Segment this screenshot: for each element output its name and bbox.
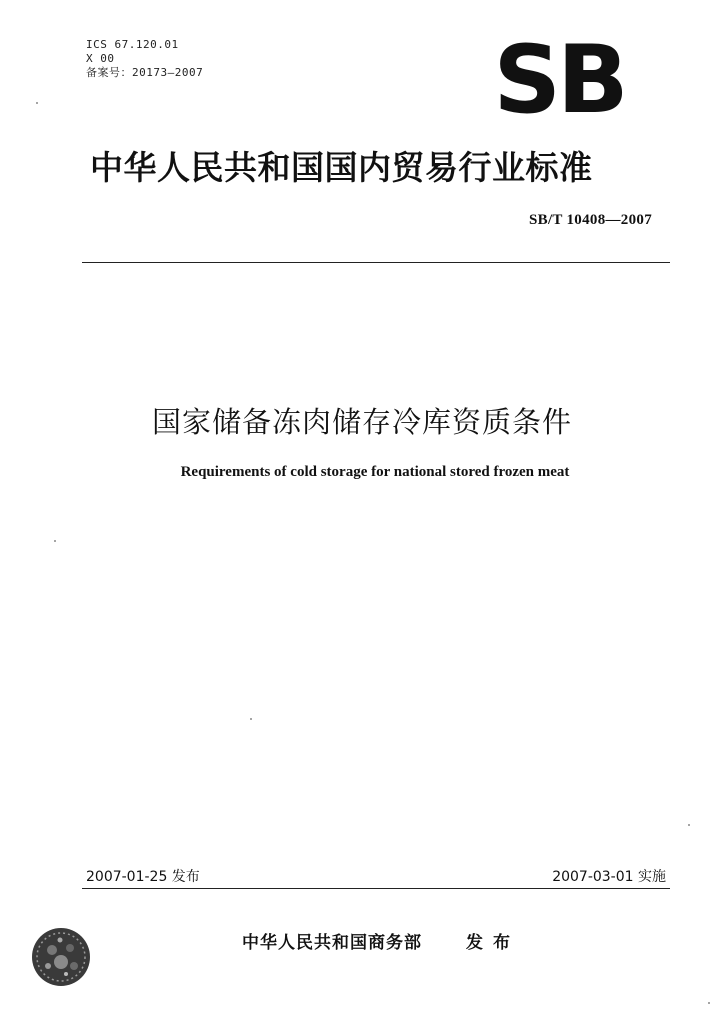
ministry-seal-icon <box>30 926 92 988</box>
header-divider <box>82 262 670 263</box>
scan-speck <box>250 718 252 720</box>
category-code: X 00 <box>86 52 115 65</box>
effective-date: 2007-03-01 实施 <box>552 869 666 885</box>
standard-code: SB/T 10408—2007 <box>529 212 652 228</box>
scan-speck <box>36 102 38 104</box>
document-title: 国家储备冻肉储存冷库资质条件 <box>151 405 572 439</box>
sb-logo <box>484 34 634 122</box>
footer-divider <box>82 888 670 889</box>
publish-label: 发布 <box>466 933 520 953</box>
document-title-english: Requirements of cold storage for national stored frozen meat <box>180 464 570 480</box>
sb-logo-graphic <box>484 34 634 122</box>
classification-block <box>86 38 203 80</box>
ics-code: ICS 67.120.01 <box>86 38 179 51</box>
publisher-name: 中华人民共和国商务部 <box>242 933 422 953</box>
scan-speck <box>708 1002 710 1004</box>
scan-speck <box>688 824 690 826</box>
standard-title: 中华人民共和国国内贸易行业标准 <box>90 148 593 187</box>
record-number: 备案号：20173—2007 <box>86 66 204 79</box>
sb-logo-text: SB <box>493 34 625 122</box>
issue-date: 2007-01-25 发布 <box>86 869 200 885</box>
scan-speck <box>54 540 56 542</box>
